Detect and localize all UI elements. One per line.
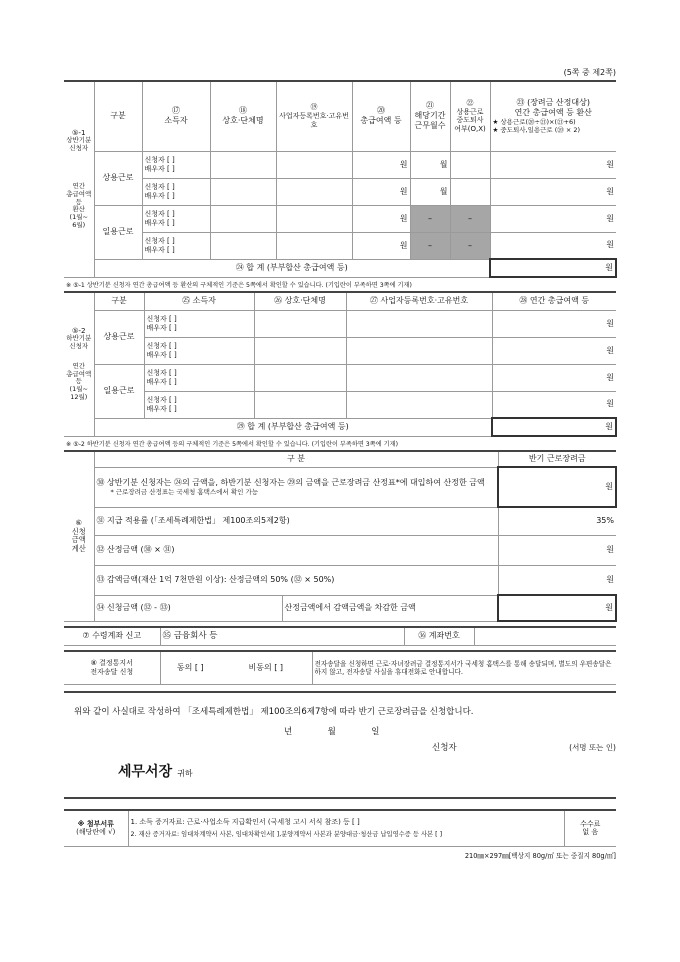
converted-cell[interactable]: 원 xyxy=(490,232,616,259)
edelivery-description: 전자송달을 신청하면 근로·자녀장려금 결정통지서가 국세청 홈택스를 통해 송달되며, 별도의 우편송달은 하지 않고, 전자송달 사실을 휴대전화로 안내합니다. xyxy=(312,651,616,685)
calc-row-33: ㉝ 감액금액(재산 1억 7천만원 이상): 산정금액의 50% (㉜ × 50%) xyxy=(94,565,498,595)
date-line[interactable] xyxy=(64,725,616,737)
second-half-note: ※ ⑤-2 하반기분 신청자 연간 총급여액 등의 구체적인 기준은 5쪽에서 확인할 수 있습니다. (기입란이 부족하면 3쪽에 기재) xyxy=(66,441,399,448)
disagree-checkbox[interactable]: 비동의 [ ] xyxy=(220,651,312,685)
converted-cell[interactable]: 원 xyxy=(490,151,616,178)
section-5-2-label: ⑤-2 하반기분 신청자 연간 총급여액 등 (1월~ 12월) xyxy=(64,292,94,436)
attachments-label: ※ 첨부서류 (해당란에 √) xyxy=(64,810,128,846)
converted-cell[interactable]: 원 xyxy=(490,205,616,232)
agree-checkbox[interactable]: 동의 [ ] xyxy=(160,651,220,685)
header-business-name: ⑱ 상호·단체명 xyxy=(210,81,276,151)
header-annual-converted: ㉓ (장려금 산정대상) 연간 총급여액 등 환산 ★ 상용근로(⑳÷㉑)×(㉑+6) ★ 중도퇴사,일용근로 (⑳ × 2) xyxy=(490,81,616,151)
business-number-cell[interactable] xyxy=(346,364,492,391)
business-name-cell[interactable] xyxy=(254,337,346,364)
first-half-total-label: ㉔ 합 계 (부부합산 총급여액 등) xyxy=(94,259,490,277)
section-5-1-label: ⑤-1 상반기분 신청자 연간 총급여액 등 환산 (1월~ 6월) xyxy=(64,81,94,277)
calc-row-34: ㉞ 신청금액 (㉜ - ㉝) xyxy=(94,595,282,621)
day-label: 일 xyxy=(371,727,380,737)
business-number-cell[interactable] xyxy=(276,178,352,205)
group-daily: 일용근로 xyxy=(94,205,142,259)
business-number-cell[interactable] xyxy=(276,205,352,232)
annual-pay-cell[interactable]: 원 xyxy=(492,364,616,391)
group-daily: 일용근로 xyxy=(94,364,144,418)
earner-cell[interactable]: 신청자 [ ] 배우자 [ ] xyxy=(142,151,210,178)
first-half-note: ※ ⑤-1 상반기분 신청자 연간 총급여액 등 환산의 구체적인 기준은 5쪽에서 확인할 수 있습니다. (기입란이 부족하면 3쪽에 기재) xyxy=(66,282,412,289)
fee: 수수료 없 음 xyxy=(564,810,616,846)
office-suffix: 귀하 xyxy=(177,769,193,778)
edelivery-label: ⑧ 결정통지서 전자송달 신청 xyxy=(64,651,160,685)
months-cell-disabled: – xyxy=(410,205,450,232)
bank-field[interactable]: ㉟ 금융회사 등 xyxy=(160,627,404,645)
total-pay-cell[interactable]: 원 xyxy=(352,205,410,232)
attachments-table xyxy=(64,809,616,847)
section-edelivery-table xyxy=(64,650,616,686)
calc-row-34-value[interactable]: 원 xyxy=(498,595,616,621)
business-name-cell[interactable] xyxy=(210,151,276,178)
calc-row-32: ㉜ 산정금액 (㉚ × ㉛) xyxy=(94,535,498,565)
calc-row-34-desc: 산정금액에서 감액금액을 차감한 금액 xyxy=(282,595,498,621)
midleave-cell-disabled: – xyxy=(450,205,490,232)
header-total-pay: ⑳ 총급여액 등 xyxy=(352,81,410,151)
converted-cell[interactable]: 원 xyxy=(490,178,616,205)
earner-cell[interactable]: 신청자 [ ] 배우자 [ ] xyxy=(144,391,254,418)
calc-row-33-value[interactable]: 원 xyxy=(498,565,616,595)
account-number-label: ㊱ 계좌번호 xyxy=(404,627,474,645)
months-cell-disabled: – xyxy=(410,232,450,259)
calc-row-30: ㉚ 상반기분 신청자는 ㉔의 금액을, 하반기분 신청자는 ㉙의 금액을 근로장려금 산정표*에 대입하여 산정한 금액 * 근로장려금 산정표는 국세청 홈택스에서 확인 가능 xyxy=(94,467,498,507)
header-midleave: ㉒ 상용근로 중도퇴사 여부(O,X) xyxy=(450,81,490,151)
calc-row-31: ㉛ 지급 적용률 (「조세특례제한법」 제100조의5제2항) xyxy=(94,507,498,535)
section-calc-table xyxy=(64,450,617,622)
month-label: 월 xyxy=(327,727,336,737)
business-name-cell[interactable] xyxy=(254,391,346,418)
total-pay-cell[interactable]: 원 xyxy=(352,232,410,259)
office-name: 세무서장 xyxy=(118,764,173,780)
calc-row-30-value[interactable]: 원 xyxy=(498,467,616,507)
total-pay-cell[interactable]: 원 xyxy=(352,178,410,205)
applicant-label: 신청자 xyxy=(432,743,457,753)
midleave-cell[interactable] xyxy=(450,178,490,205)
business-number-cell[interactable] xyxy=(346,310,492,337)
total-pay-cell[interactable]: 원 xyxy=(352,151,410,178)
section-second-half-table xyxy=(64,291,617,437)
header-gubun: 구분 xyxy=(94,292,144,310)
earner-cell[interactable]: 신청자 [ ] 배우자 [ ] xyxy=(142,205,210,232)
earner-cell[interactable]: 신청자 [ ] 배우자 [ ] xyxy=(144,364,254,391)
header-annual-pay: ㉘ 연간 총급여액 등 xyxy=(492,292,616,310)
section-first-half-table xyxy=(64,80,617,278)
business-name-cell[interactable] xyxy=(254,310,346,337)
second-half-total-label: ㉙ 합 계 (부부합산 총급여액 등) xyxy=(94,418,492,436)
business-name-cell[interactable] xyxy=(210,178,276,205)
header-business-number: ⑲ 사업자등록번호·고유번호 xyxy=(276,81,352,151)
business-name-cell[interactable] xyxy=(254,364,346,391)
business-number-cell[interactable] xyxy=(276,232,352,259)
attachments-list xyxy=(128,810,564,846)
business-number-cell[interactable] xyxy=(276,151,352,178)
group-regular: 상용근로 xyxy=(94,310,144,364)
calc-row-32-value[interactable]: 원 xyxy=(498,535,616,565)
calc-header-amount: 반기 근로장려금 xyxy=(498,451,616,467)
attachment-item-1[interactable]: 1. 소득 증거자료: 근로·사업소득 지급확인서 (국세청 고시 서식 참조) 등 [ ] xyxy=(130,817,360,826)
first-half-total-value[interactable]: 원 xyxy=(490,259,616,277)
signature-line xyxy=(64,741,616,759)
sign-field[interactable]: (서명 또는 인) xyxy=(569,743,616,752)
midleave-cell[interactable] xyxy=(450,151,490,178)
declaration: 위와 같이 사실대로 작성하여 「조세특례제한법」 제100조의6제7항에 따라 반기 근로장려금을 신청합니다. xyxy=(74,707,474,717)
earner-cell[interactable]: 신청자 [ ] 배우자 [ ] xyxy=(144,310,254,337)
annual-pay-cell[interactable]: 원 xyxy=(492,337,616,364)
calc-row-31-value: 35% xyxy=(498,507,616,535)
paper-spec: 210㎜×297㎜[백상지 80g/㎡ 또는 중질지 80g/㎡] xyxy=(464,851,616,860)
group-regular: 상용근로 xyxy=(94,151,142,205)
account-number-field[interactable] xyxy=(474,627,616,645)
annual-pay-cell[interactable]: 원 xyxy=(492,310,616,337)
business-number-cell[interactable] xyxy=(346,391,492,418)
section-6-label: ⑥ 신청 금액 계산 xyxy=(64,451,94,621)
header-business-name: ㉖ 상호·단체명 xyxy=(254,292,346,310)
second-half-total-value[interactable]: 원 xyxy=(492,418,616,436)
months-cell[interactable]: 월 xyxy=(410,178,450,205)
business-name-cell[interactable] xyxy=(210,232,276,259)
form-page xyxy=(64,80,616,860)
months-cell[interactable]: 월 xyxy=(410,151,450,178)
header-earner: ㉕ 소득자 xyxy=(144,292,254,310)
section-account-table xyxy=(64,626,616,646)
header-gubun: 구분 xyxy=(94,81,142,151)
header-business-number: ㉗ 사업자등록번호·고유번호 xyxy=(346,292,492,310)
year-label: 년 xyxy=(284,727,293,737)
attachment-item-2[interactable]: 2. 재산 증거자료: 임대차계약서 사본, 임대차확인서[ ],분양계약서 사본과 분양대금·청산금 납입영수증 등 사본 [ ] xyxy=(130,830,443,838)
earner-cell[interactable]: 신청자 [ ] 배우자 [ ] xyxy=(142,232,210,259)
account-label: ⑦ 수령계좌 신고 xyxy=(64,627,160,645)
business-number-cell[interactable] xyxy=(346,337,492,364)
header-earner: ⑰ 소득자 xyxy=(142,81,210,151)
earner-cell[interactable]: 신청자 [ ] 배우자 [ ] xyxy=(144,337,254,364)
recipient xyxy=(64,761,616,781)
page-number: (5쪽 중 제2쪽) xyxy=(563,68,616,77)
header-work-months: ㉑ 해당기간 근무월수 xyxy=(410,81,450,151)
annual-pay-cell[interactable]: 원 xyxy=(492,391,616,418)
midleave-cell-disabled: – xyxy=(450,232,490,259)
business-name-cell[interactable] xyxy=(210,205,276,232)
calc-header-gubun: 구 분 xyxy=(94,451,498,467)
earner-cell[interactable]: 신청자 [ ] 배우자 [ ] xyxy=(142,178,210,205)
